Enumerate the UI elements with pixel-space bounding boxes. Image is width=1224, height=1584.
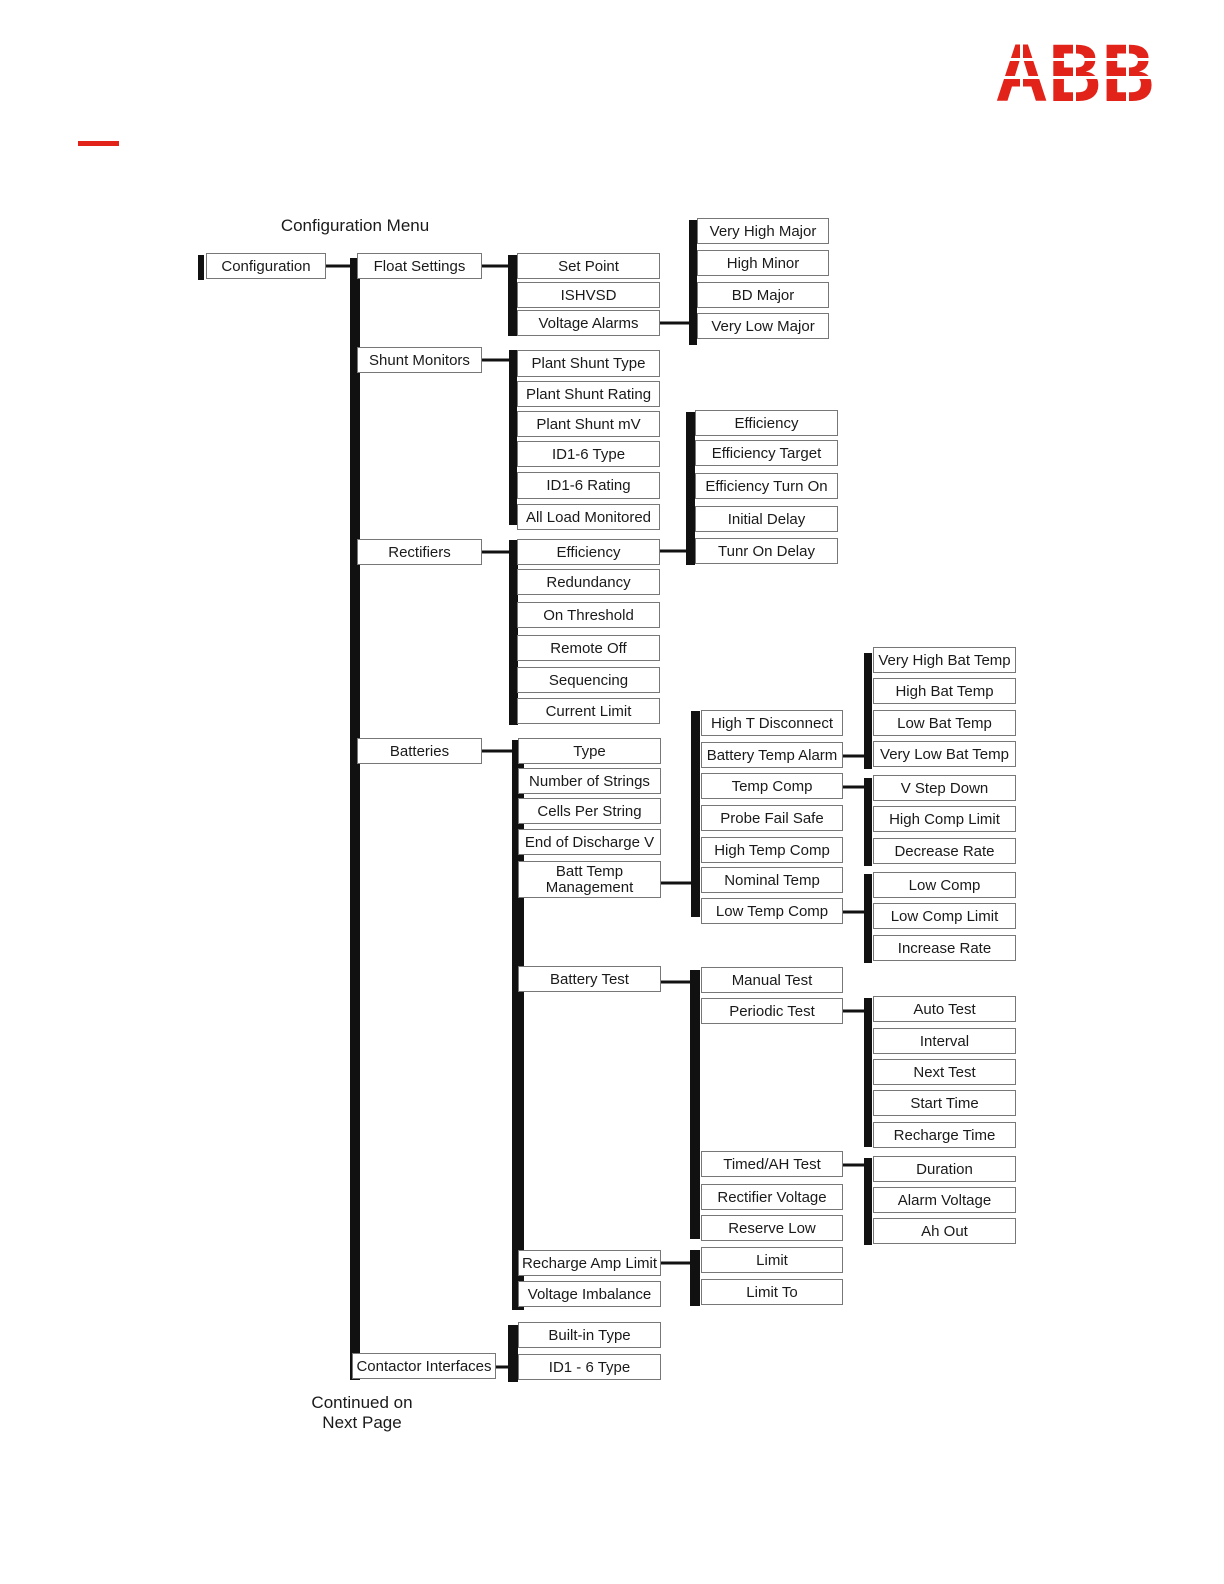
menu-node-start-time[interactable]: Start Time xyxy=(873,1090,1016,1116)
menu-node-type[interactable]: Type xyxy=(518,738,661,764)
branch-bar xyxy=(690,1250,700,1306)
menu-node-high-t-disconnect[interactable]: High T Disconnect xyxy=(701,710,843,736)
branch-bar xyxy=(864,778,872,866)
menu-node-efficiency-target[interactable]: Efficiency Target xyxy=(695,440,838,466)
menu-node-all-load-monitored[interactable]: All Load Monitored xyxy=(517,504,660,530)
menu-node-eff-efficiency[interactable]: Efficiency xyxy=(695,410,838,436)
menu-node-plant-shunt-type[interactable]: Plant Shunt Type xyxy=(517,350,660,377)
branch-bar xyxy=(689,220,697,345)
menu-node-recharge-amp-limit[interactable]: Recharge Amp Limit xyxy=(518,1250,661,1276)
menu-node-tunr-on-delay[interactable]: Tunr On Delay xyxy=(695,538,838,564)
menu-node-high-comp-limit[interactable]: High Comp Limit xyxy=(873,806,1016,832)
menu-node-redundancy[interactable]: Redundancy xyxy=(517,569,660,595)
menu-node-reserve-low[interactable]: Reserve Low xyxy=(701,1215,843,1241)
menu-node-v-step-down[interactable]: V Step Down xyxy=(873,775,1016,801)
menu-node-manual-test[interactable]: Manual Test xyxy=(701,967,843,993)
menu-node-configuration[interactable]: Configuration xyxy=(206,253,326,279)
menu-node-initial-delay[interactable]: Initial Delay xyxy=(695,506,838,532)
menu-node-rect-efficiency[interactable]: Efficiency xyxy=(517,539,660,565)
branch-bar xyxy=(690,970,700,1239)
menu-node-interval[interactable]: Interval xyxy=(873,1028,1016,1054)
menu-node-very-high-bat-temp[interactable]: Very High Bat Temp xyxy=(873,647,1016,673)
menu-node-id1-6-type[interactable]: ID1 - 6 Type xyxy=(518,1354,661,1380)
menu-node-plant-shunt-rating[interactable]: Plant Shunt Rating xyxy=(517,381,660,407)
menu-node-cells-per-string[interactable]: Cells Per String xyxy=(518,798,661,824)
menu-node-id16-rating[interactable]: ID1-6 Rating xyxy=(517,472,660,499)
branch-bar xyxy=(691,711,700,917)
menu-node-decrease-rate[interactable]: Decrease Rate xyxy=(873,838,1016,864)
menu-node-limit[interactable]: Limit xyxy=(701,1247,843,1273)
menu-node-high-minor[interactable]: High Minor xyxy=(697,250,829,276)
menu-node-ah-out[interactable]: Ah Out xyxy=(873,1218,1016,1244)
continued-note: Continued on Next Page xyxy=(311,1393,413,1432)
branch-bar xyxy=(508,255,517,336)
menu-node-voltage-alarms[interactable]: Voltage Alarms xyxy=(517,310,660,336)
menu-node-contactor-interfaces[interactable]: Contactor Interfaces xyxy=(352,1353,496,1379)
menu-node-timed-ah-test[interactable]: Timed/AH Test xyxy=(701,1151,843,1177)
menu-node-low-bat-temp[interactable]: Low Bat Temp xyxy=(873,710,1016,736)
menu-node-very-low-bat-temp[interactable]: Very Low Bat Temp xyxy=(873,741,1016,767)
menu-node-batt-temp-management[interactable]: Batt Temp Management xyxy=(518,861,661,898)
menu-node-shunt-monitors[interactable]: Shunt Monitors xyxy=(357,347,482,373)
menu-node-float-settings[interactable]: Float Settings xyxy=(357,253,482,279)
menu-node-id16-type[interactable]: ID1-6 Type xyxy=(517,441,660,467)
menu-node-bd-major[interactable]: BD Major xyxy=(697,282,829,308)
menu-node-high-bat-temp[interactable]: High Bat Temp xyxy=(873,678,1016,704)
menu-node-builtin-type[interactable]: Built-in Type xyxy=(518,1322,661,1348)
menu-node-auto-test[interactable]: Auto Test xyxy=(873,996,1016,1022)
branch-bar xyxy=(508,1325,518,1382)
menu-node-nominal-temp[interactable]: Nominal Temp xyxy=(701,867,843,893)
branch-bar xyxy=(509,350,517,525)
menu-node-recharge-time[interactable]: Recharge Time xyxy=(873,1122,1016,1148)
menu-node-low-comp[interactable]: Low Comp xyxy=(873,872,1016,898)
branch-bar xyxy=(350,258,360,1380)
branch-bar xyxy=(864,1158,872,1245)
branch-bar xyxy=(864,998,872,1147)
menu-node-probe-fail-safe[interactable]: Probe Fail Safe xyxy=(701,805,843,831)
menu-node-next-test[interactable]: Next Test xyxy=(873,1059,1016,1085)
menu-node-low-temp-comp[interactable]: Low Temp Comp xyxy=(701,898,843,924)
branch-bar xyxy=(686,412,695,565)
menu-node-on-threshold[interactable]: On Threshold xyxy=(517,602,660,628)
menu-node-batteries[interactable]: Batteries xyxy=(357,738,482,764)
menu-node-sequencing[interactable]: Sequencing xyxy=(517,667,660,693)
menu-node-end-of-discharge-v[interactable]: End of Discharge V xyxy=(518,829,661,855)
menu-node-set-point[interactable]: Set Point xyxy=(517,253,660,279)
menu-node-battery-temp-alarm[interactable]: Battery Temp Alarm xyxy=(701,742,843,768)
menu-node-alarm-voltage[interactable]: Alarm Voltage xyxy=(873,1187,1016,1213)
menu-node-current-limit[interactable]: Current Limit xyxy=(517,698,660,724)
menu-node-periodic-test[interactable]: Periodic Test xyxy=(701,998,843,1024)
menu-node-efficiency-turn-on[interactable]: Efficiency Turn On xyxy=(695,473,838,499)
branch-bar xyxy=(864,653,872,769)
menu-node-remote-off[interactable]: Remote Off xyxy=(517,635,660,661)
menu-node-number-of-strings[interactable]: Number of Strings xyxy=(518,768,661,794)
menu-node-limit-to[interactable]: Limit To xyxy=(701,1279,843,1305)
branch-bar xyxy=(864,874,872,963)
menu-node-voltage-imbalance[interactable]: Voltage Imbalance xyxy=(518,1281,661,1307)
branch-bar xyxy=(512,740,524,1310)
menu-node-low-comp-limit[interactable]: Low Comp Limit xyxy=(873,903,1016,929)
menu-node-very-low-major[interactable]: Very Low Major xyxy=(697,313,829,339)
menu-node-battery-test[interactable]: Battery Test xyxy=(518,966,661,992)
menu-node-temp-comp[interactable]: Temp Comp xyxy=(701,773,843,799)
menu-node-rectifiers[interactable]: Rectifiers xyxy=(357,539,482,565)
menu-node-increase-rate[interactable]: Increase Rate xyxy=(873,935,1016,961)
menu-node-very-high-major[interactable]: Very High Major xyxy=(697,218,829,244)
menu-node-high-temp-comp[interactable]: High Temp Comp xyxy=(701,837,843,863)
menu-node-duration[interactable]: Duration xyxy=(873,1156,1016,1182)
branch-bar xyxy=(198,255,204,280)
diagram-title: Configuration Menu xyxy=(280,216,430,235)
menu-node-ishvsd[interactable]: ISHVSD xyxy=(517,282,660,308)
menu-node-plant-shunt-mv[interactable]: Plant Shunt mV xyxy=(517,411,660,437)
menu-node-rectifier-voltage[interactable]: Rectifier Voltage xyxy=(701,1184,843,1210)
